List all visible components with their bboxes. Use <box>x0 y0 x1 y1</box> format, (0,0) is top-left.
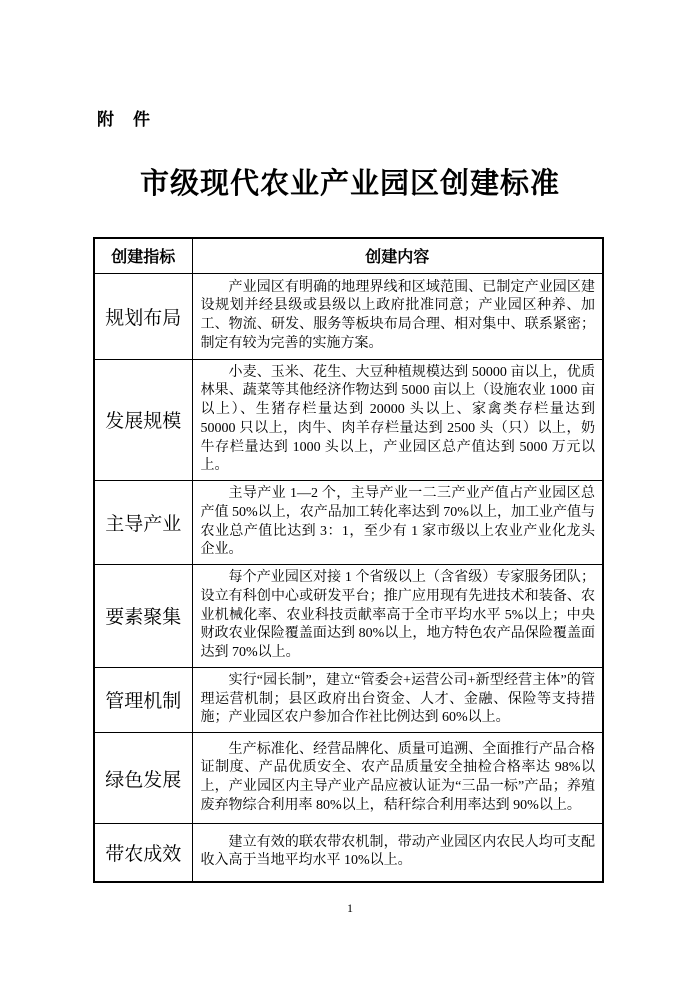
table-row <box>94 667 603 732</box>
row-content: 生产标准化、经营品牌化、质量可追溯、全面推行产品合格证制度、产品优质安全、农产品质量安全抽检合格率达 98%以上，产业园区内主导产业产品应被认证为“三品一标”产品；养殖废弃物综合利用率 80%以上，秸秆综合利用率达到 90%以上。 <box>192 733 603 824</box>
row-indicator: 带农成效 <box>94 824 192 882</box>
table-header <box>94 238 603 273</box>
row-indicator: 规划布局 <box>94 273 192 359</box>
attachment-label: 附 件 <box>97 110 151 129</box>
header-cell-content: 创建内容 <box>192 238 603 273</box>
row-content: 小麦、玉米、花生、大豆种植规模达到 50000 亩以上，优质林果、蔬菜等其他经济作物达到 5000 亩以上（设施农业 1000 亩以上）、生猪存栏量达到 20000 头以上、家禽类存栏量达到 50000 只以上，肉牛、肉羊存栏量达到 2500 头（只）以上，奶牛存栏量达到 1000 头以上，产业园区总产值达到 5000 万元以上。 <box>192 359 603 481</box>
page-number: 1 <box>347 901 353 915</box>
table-row <box>94 359 603 481</box>
standards-table <box>93 237 604 883</box>
header-cell-indicator: 创建指标 <box>94 238 192 273</box>
row-content: 建立有效的联农带农机制，带动产业园区内农民人均可支配收入高于当地平均水平 10%以上。 <box>192 824 603 882</box>
table-row <box>94 733 603 824</box>
row-content: 实行“园长制”，建立“管委会+运营公司+新型经营主体”的管理运营机制；县区政府出台资金、人才、金融、保险等支持措施；产业园区农户参加合作社比例达到 60%以上。 <box>192 667 603 732</box>
table-row <box>94 565 603 668</box>
row-content: 主导产业 1—2 个，主导产业一二三产业产值占产业园区总产值 50%以上，农产品加工转化率达到 70%以上，加工业产值与农业总产值比达到 3：1，至少有 1 家市级以上农业产业化龙头企业。 <box>192 481 603 565</box>
row-indicator: 要素聚集 <box>94 565 192 668</box>
row-content: 产业园区有明确的地理界线和区域范围、已制定产业园区建设规划并经县级或县级以上政府批准同意；产业园区种养、加工、物流、研发、服务等板块布局合理、相对集中、联系紧密；制定有较为完善的实施方案。 <box>192 273 603 359</box>
row-indicator: 发展规模 <box>94 359 192 481</box>
table-row <box>94 824 603 882</box>
row-indicator: 管理机制 <box>94 667 192 732</box>
table-row <box>94 481 603 565</box>
table-row <box>94 273 603 359</box>
table-body <box>94 273 603 882</box>
row-indicator: 主导产业 <box>94 481 192 565</box>
table-header-row <box>94 238 603 273</box>
page-title: 市级现代农业产业园区创建标准 <box>139 168 560 200</box>
row-content: 每个产业园区对接 1 个省级以上（含省级）专家服务团队；设立有科创中心或研发平台；推广应用现有先进技术和装备、农业机械化率、农业科技贡献率高于全市平均水平 5%以上；中央财政农业保险覆盖面达到 80%以上，地方特色农产品保险覆盖面达到 70%以上。 <box>192 565 603 668</box>
row-indicator: 绿色发展 <box>94 733 192 824</box>
